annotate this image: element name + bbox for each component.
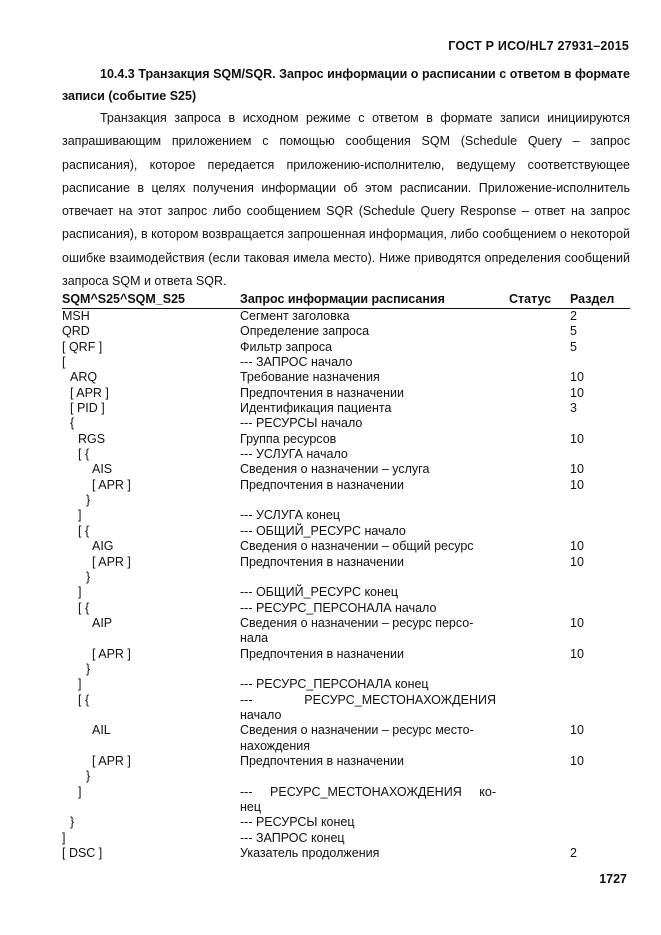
table-row [62, 693, 630, 708]
section-cell: 10 [570, 539, 584, 554]
description-cell: Предпочтения в назначении [240, 554, 405, 569]
table-row [62, 723, 630, 738]
description-cell: --- РЕСУРС_МЕСТОНАХОЖДЕНИЯ ко- [240, 784, 496, 799]
segment-cell: QRD [62, 324, 90, 339]
table-row [62, 447, 630, 462]
description-cell: Определение запроса [240, 324, 370, 339]
description-cell: Фильтр запроса [240, 339, 333, 354]
description-cell: Сегмент заголовка [240, 309, 350, 323]
table-row [62, 309, 630, 324]
section-cell: 10 [570, 462, 584, 477]
description-cell: нец [240, 800, 262, 814]
description-cell: --- ЗАПРОС начало [240, 355, 353, 370]
table-row [62, 601, 630, 616]
table-row [62, 831, 630, 846]
table-row [62, 401, 630, 416]
section-cell: 10 [570, 385, 584, 400]
section-cell: 10 [570, 723, 584, 738]
description-cell: --- ОБЩИЙ_РЕСУРС конец [240, 585, 399, 600]
table-row [62, 815, 630, 830]
table-row [62, 585, 630, 600]
table-row [62, 754, 630, 769]
table-header [62, 292, 630, 309]
segment-cell: } [86, 569, 91, 584]
segment-cell: RGS [78, 431, 106, 446]
description-cell: --- УСЛУГА начало [240, 447, 348, 462]
segment-cell: [ [62, 355, 66, 370]
table-row [62, 739, 630, 754]
description-cell: Сведения о назначении – услуга [240, 462, 430, 477]
segment-cell: [ APR ] [92, 554, 131, 569]
table-row [62, 370, 630, 385]
description-cell: Сведения о назначении – общий ресурс [240, 539, 474, 554]
section-cell: 2 [570, 309, 577, 323]
description-cell: --- РЕСУРС_МЕСТОНАХОЖДЕНИЯ [240, 692, 496, 707]
table-row [62, 555, 630, 570]
section-cell: 5 [570, 324, 577, 339]
description-cell: --- ЗАПРОС конец [240, 830, 345, 845]
description-cell: Предпочтения в назначении [240, 646, 405, 661]
table-row [62, 524, 630, 539]
description-cell: Предпочтения в назначении [240, 753, 405, 768]
section-cell: 10 [570, 646, 584, 661]
intro-paragraph: Транзакция запроса в исходном режиме с ответом в формате записи инициируются запрашивающим приложением с помощью сообщения SQM (Schedule Query – запрос расписания), которое передается приложению-исполнителю, ведущему соответствующее расписание в целях получения информации об этом расписании. Приложение-исполнитель отвечает на этот запрос либо сообщением SQR (Schedule Query Response – ответ на запрос расписания), в котором возвращается запрошенная информация, либо сообщением о некоторой ошибке взаимодействия (если таковая имела место). Ниже приводятся определения сообщений запроса SQM и ответа SQR. [62, 111, 630, 289]
table-row [62, 616, 630, 631]
section-cell: 10 [570, 477, 584, 492]
segment-cell: [ { [78, 600, 90, 615]
description-cell: Предпочтения в назначении [240, 385, 405, 400]
description-cell: --- УСЛУГА конец [240, 508, 340, 523]
section-cell: 10 [570, 370, 584, 385]
description-cell: Группа ресурсов [240, 431, 337, 446]
section-cell: 3 [570, 401, 577, 416]
header-status: Статус [509, 292, 552, 306]
segment-cell: [ APR ] [92, 477, 131, 492]
segment-cell: MSH [62, 309, 90, 323]
segment-cell: } [70, 815, 75, 830]
table-row [62, 416, 630, 431]
section-heading [62, 63, 630, 107]
description-cell: --- РЕСУРС_ПЕРСОНАЛА конец [240, 677, 429, 692]
segment-cell: [ DSC ] [62, 846, 103, 861]
header-segment: SQM^S25^SQM_S25 [62, 292, 185, 306]
header-section: Раздел [570, 292, 615, 306]
section-cell: 2 [570, 846, 577, 861]
segment-cell: ] [78, 508, 82, 523]
page-number: 1727 [599, 872, 627, 886]
segment-cell: AIG [92, 539, 114, 554]
table-row [62, 647, 630, 662]
segment-cell: } [86, 769, 91, 784]
description-cell: --- ОБЩИЙ_РЕСУРС начало [240, 523, 406, 538]
table-row [62, 386, 630, 401]
segment-cell: ] [62, 830, 66, 845]
segment-cell: [ { [78, 692, 90, 707]
table-row [62, 662, 630, 677]
description-cell: нала [240, 631, 269, 646]
description-cell: Сведения о назначении – ресурс персо- [240, 615, 474, 630]
table-row [62, 677, 630, 692]
segment-cell: [ APR ] [92, 753, 131, 768]
segment-cell: ] [78, 784, 82, 799]
segment-cell: [ { [78, 523, 90, 538]
section-cell: 10 [570, 753, 584, 768]
section-cell: 10 [570, 431, 584, 446]
table-row [62, 340, 630, 355]
table-row [62, 324, 630, 339]
segment-cell: [ APR ] [92, 646, 131, 661]
segment-cell: ARQ [70, 370, 98, 385]
segment-cell: { [70, 416, 75, 431]
table-row [62, 493, 630, 508]
table-row [62, 478, 630, 493]
segment-cell: [ QRF ] [62, 339, 103, 354]
segment-cell: } [86, 661, 91, 676]
segment-cell: ] [78, 585, 82, 600]
description-cell: --- РЕСУРСЫ конец [240, 815, 355, 830]
description-cell: Требование назначения [240, 370, 380, 385]
segment-cell: ] [78, 677, 82, 692]
description-cell: Идентификация пациента [240, 401, 392, 416]
message-structure-table [62, 309, 630, 861]
table-row [62, 508, 630, 523]
description-cell: нахождения [240, 738, 311, 753]
description-cell: Сведения о назначении – ресурс место- [240, 723, 474, 738]
segment-cell: AIP [92, 615, 113, 630]
segment-cell: AIS [92, 462, 113, 477]
segment-cell: [ PID ] [70, 401, 105, 416]
segment-cell: AIL [92, 723, 111, 738]
table-row [62, 800, 630, 815]
table-row [62, 769, 630, 784]
description-cell: --- РЕСУРСЫ начало [240, 416, 363, 431]
description-cell: Указатель продолжения [240, 846, 380, 861]
table-row [62, 462, 630, 477]
section-cell: 10 [570, 615, 584, 630]
table-row [62, 708, 630, 723]
section-cell: 10 [570, 554, 584, 569]
description-cell: начало [240, 707, 282, 722]
description-cell: Предпочтения в назначении [240, 477, 405, 492]
section-title: Транзакция SQM/SQR. Запрос информации о расписании с ответом в формате записи (событие S25) [62, 67, 630, 103]
standard-header: ГОСТ Р ИСО/HL7 27931–2015 [448, 39, 629, 53]
table-row [62, 846, 630, 861]
section-number: 10.4.3 [100, 67, 135, 81]
table-row [62, 631, 630, 646]
table-row [62, 785, 630, 800]
segment-cell: } [86, 493, 91, 508]
description-cell: --- РЕСУРС_ПЕРСОНАЛА начало [240, 600, 437, 615]
section-cell: 5 [570, 339, 577, 354]
table-row [62, 539, 630, 554]
segment-cell: [ APR ] [70, 385, 109, 400]
segment-cell: [ { [78, 447, 90, 462]
table-row [62, 432, 630, 447]
header-description: Запрос информации расписания [240, 292, 445, 306]
table-row [62, 570, 630, 585]
table-row [62, 355, 630, 370]
